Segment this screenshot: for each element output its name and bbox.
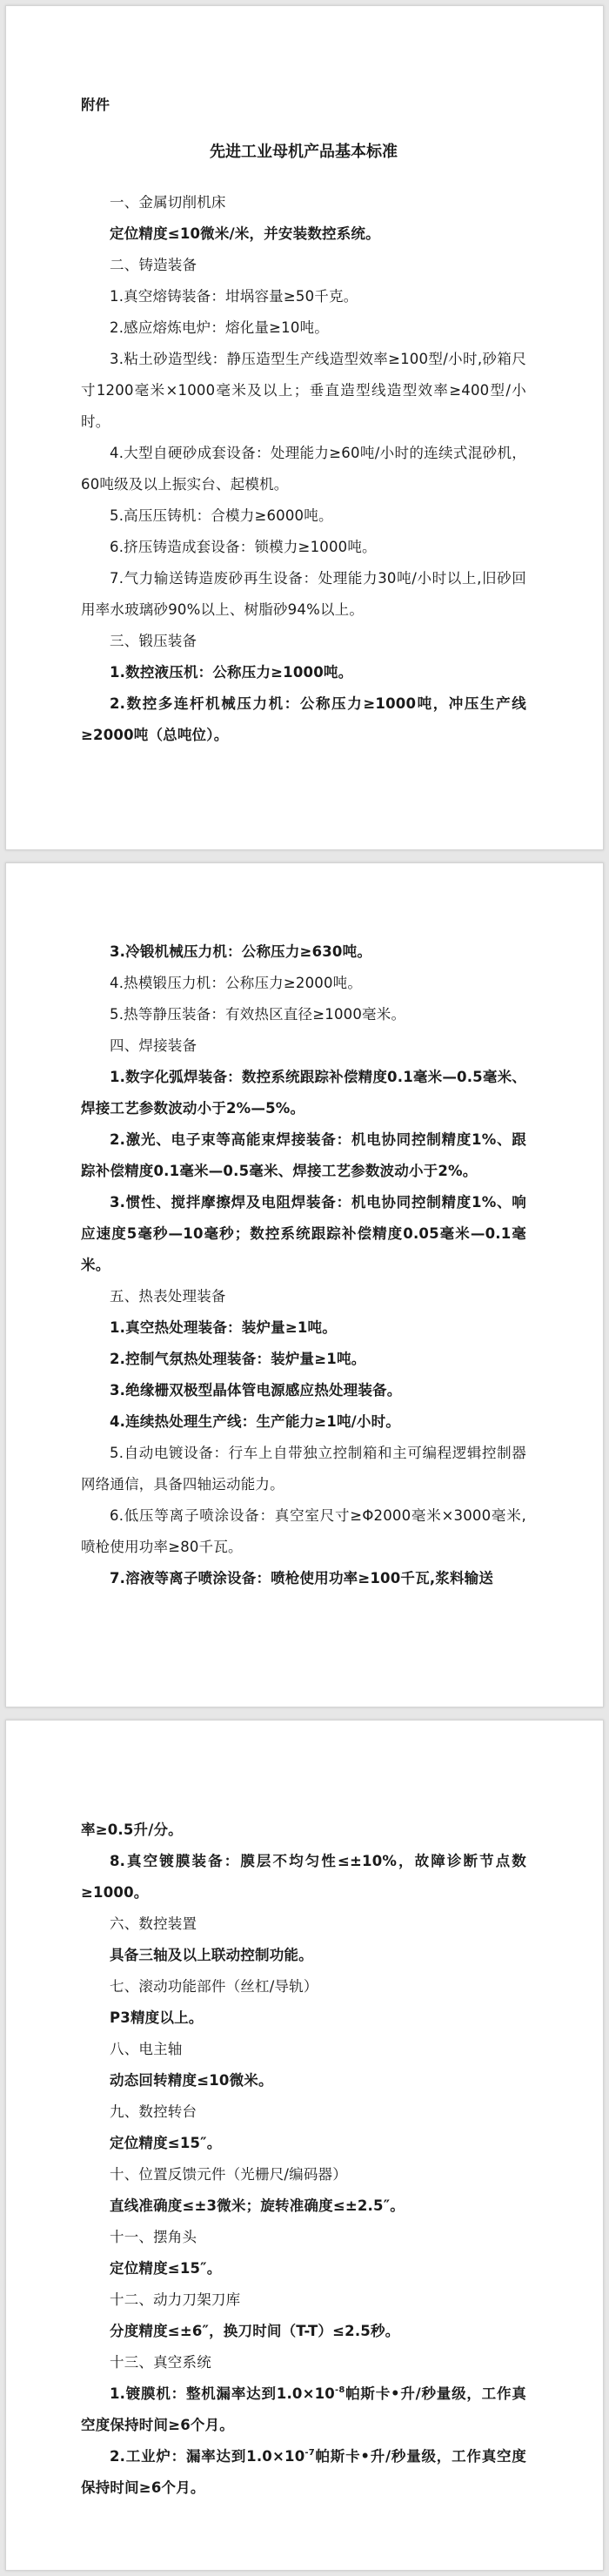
section-heading: 十二、动力刀架刀库 <box>110 2291 241 2308</box>
paragraph: 具备三轴及以上联动控制功能。 <box>110 1947 313 1963</box>
paragraph: 3.惯性、搅拌摩擦焊及电阻焊装备：机电协同控制精度1%、响应速度5毫秒—10毫秒；数控系统跟踪补偿精度0.05毫米—0.1毫米。 <box>81 1194 526 1273</box>
paragraph: 分度精度≤±6″，换刀时间（T-T）≤2.5秒。 <box>110 2323 400 2339</box>
paragraph: 1.数控液压机：公称压力≥1000吨。 <box>110 664 353 681</box>
document-page-2 <box>5 862 604 1707</box>
paragraph: 率≥0.5升/分。 <box>81 1821 183 1838</box>
paragraph: 定位精度≤15″。 <box>110 2260 222 2277</box>
paragraph: 4.连续热处理生产线：生产能力≥1吨/小时。 <box>110 1413 400 1430</box>
paragraph: 1.真空熔铸装备：坩埚容量≥50千克。 <box>110 288 358 305</box>
paragraph: 定位精度≤15″。 <box>110 2135 222 2151</box>
document-page-1 <box>5 5 604 850</box>
paragraph: 3.粘土砂造型线：静压造型生产线造型效率≥100型/小时,砂箱尺寸1200毫米×1000毫米及以上；垂直造型线造型效率≥400型/小时。 <box>81 351 526 430</box>
paragraph: 5.高压压铸机：合模力≥6000吨。 <box>110 507 333 524</box>
vacuum-item-text: 帕斯卡•升/秒量级，工作真空度保持时间≥6个月。 <box>81 2385 526 2433</box>
vacuum-item <box>81 2441 526 2504</box>
paragraph: 5.自动电镀设备：行车上自带独立控制箱和主可编程逻辑控制器网络通信，具备四轴运动能力。 <box>81 1445 526 1493</box>
paragraph: 6.低压等离子喷涂设备：真空室尺寸≥Φ2000毫米×3000毫米,喷枪使用功率≥80千瓦。 <box>81 1507 526 1555</box>
section-heading: 十一、摆角头 <box>110 2229 197 2245</box>
document-title: 先进工业母机产品基本标准 <box>210 143 398 161</box>
exponent: -7 <box>304 2448 315 2458</box>
section-heading: 九、数控转台 <box>110 2103 197 2120</box>
paragraph: 1.数字化弧焊装备：数控系统跟踪补偿精度0.1毫米—0.5毫米、焊接工艺参数波动小于2%—5%。 <box>81 1069 526 1117</box>
paragraph: 3.绝缘栅双极型晶体管电源感应热处理装备。 <box>110 1382 402 1399</box>
section-heading: 四、焊接装备 <box>110 1037 197 1054</box>
paragraph: 直线准确度≤±3微米；旋转准确度≤±2.5″。 <box>110 2197 405 2214</box>
paragraph: 3.冷锻机械压力机：公称压力≥630吨。 <box>110 943 372 960</box>
paragraph: 2.数控多连杆机械压力机：公称压力≥1000吨，冲压生产线≥2000吨（总吨位）。 <box>81 695 526 743</box>
section-heading: 十、位置反馈元件（光栅尺/编码器） <box>110 2166 347 2183</box>
section-heading: 一、金属切削机床 <box>110 194 226 211</box>
paragraph: 1.真空热处理装备：装炉量≥1吨。 <box>110 1319 337 1336</box>
paragraph: P3精度以上。 <box>110 2009 204 2026</box>
section-heading: 十三、真空系统 <box>110 2354 211 2371</box>
section-heading: 六、数控装置 <box>110 1915 197 1932</box>
paragraph: 8.真空镀膜装备：膜层不均匀性≤±10%，故障诊断节点数≥1000。 <box>81 1853 526 1901</box>
paragraph: 4.大型自硬砂成套设备：处理能力≥60吨/小时的连续式混砂机，60吨级及以上振实台、起模机。 <box>81 445 526 493</box>
paragraph: 2.控制气氛热处理装备：装炉量≥1吨。 <box>110 1351 366 1367</box>
section-heading: 二、铸造装备 <box>110 257 197 273</box>
document-page-3 <box>5 1720 604 2571</box>
vacuum-item-text: 帕斯卡•升/秒量级，工作真空度保持时间≥6个月。 <box>81 2448 527 2496</box>
paragraph: 动态回转精度≤10微米。 <box>110 2072 273 2089</box>
paragraph: 4.热模锻压力机：公称压力≥2000吨。 <box>110 975 363 991</box>
paragraph: 7.气力输送铸造废砂再生设备：处理能力30吨/小时以上,旧砂回用率水玻璃砂90%以上、树脂砂94%以上。 <box>81 570 526 618</box>
vacuum-item <box>81 2378 526 2441</box>
vacuum-item-text: 2.工业炉：漏率达到1.0×10 <box>110 2448 305 2465</box>
exponent: -8 <box>334 2385 345 2395</box>
paragraph: 6.挤压铸造成套设备：锁模力≥1000吨。 <box>110 539 377 555</box>
attachment-label: 附件 <box>81 97 110 113</box>
paragraph: 5.热等静压装备：有效热区直径≥1000毫米。 <box>110 1006 406 1023</box>
section-heading: 八、电主轴 <box>110 2041 183 2057</box>
section-heading: 五、热表处理装备 <box>110 1288 226 1305</box>
section-heading: 七、滚动功能部件（丝杠/导轨） <box>110 1978 318 1995</box>
section-heading: 三、锻压装备 <box>110 633 197 649</box>
paragraph: 定位精度≤10微米/米，并安装数控系统。 <box>110 225 380 242</box>
vacuum-item-text: 1.镀膜机：整机漏率达到1.0×10 <box>110 2385 335 2402</box>
paragraph: 2.激光、电子束等高能束焊接装备：机电协同控制精度1%、跟踪补偿精度0.1毫米—0.5毫米、焊接工艺参数波动小于2%。 <box>81 1131 526 1179</box>
paragraph: 2.感应熔炼电炉：熔化量≥10吨。 <box>110 319 329 336</box>
paragraph: 7.溶液等离子喷涂设备：喷枪使用功率≥100千瓦,浆料输送 <box>110 1570 494 1587</box>
